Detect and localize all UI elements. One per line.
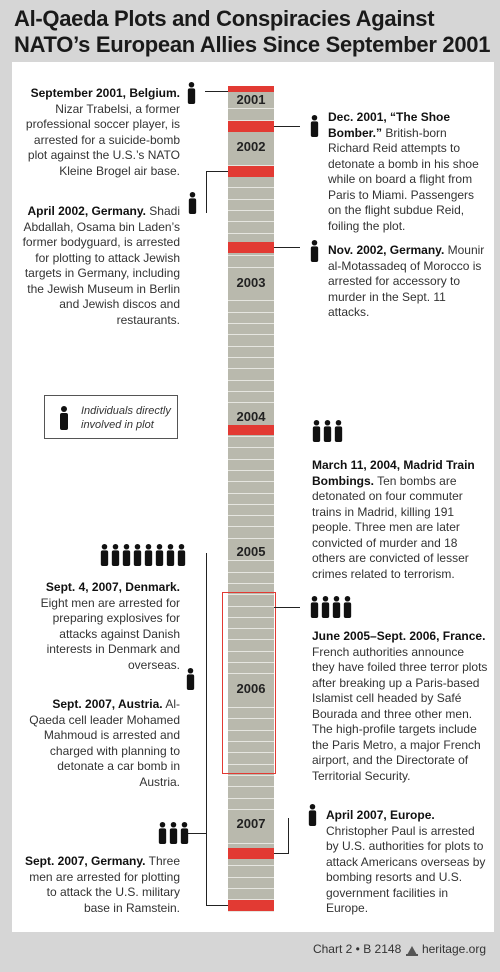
month-divider — [228, 798, 274, 799]
person-icon — [133, 544, 142, 566]
event-belgium — [20, 86, 180, 179]
event-body: Eight men are arrested for preparing explosives for attacks against Danish interests in Denmark and overseas. — [40, 595, 180, 672]
event-body: Mounir al-Motassadeq of Morocco is arrested for accessory to murder in the Sept. 11 attacks. — [328, 243, 485, 319]
year-label: 2002 — [228, 139, 274, 155]
site-url: heritage.org — [421, 942, 486, 956]
month-divider — [228, 267, 274, 268]
month-divider — [228, 481, 274, 482]
month-divider — [228, 108, 274, 109]
event-madrid — [312, 458, 482, 582]
event-body: Al-Qaeda cell leader Mohamed Mahmoud is arrested and charged with planning to detonate a car bomb in Austria. — [29, 697, 180, 789]
connector — [274, 126, 300, 127]
person-icon — [312, 420, 321, 442]
month-divider — [228, 572, 274, 573]
person-icon — [144, 544, 153, 566]
month-divider — [228, 775, 274, 776]
month-divider — [228, 538, 274, 539]
separator: • — [355, 942, 360, 956]
person-icon — [177, 544, 186, 566]
marker-apr2002 — [228, 166, 274, 177]
person-icon — [59, 406, 69, 430]
event-shoe-bomber — [328, 110, 488, 234]
heritage-bell-icon — [405, 944, 419, 956]
event-denmark — [20, 580, 180, 673]
event-body: Nizar Trabelsi, a former professional soccer player, is arrested for a suicide-bomb plot against the U.S.’s NATO Kleine Brogel air base. — [25, 101, 180, 178]
month-divider — [228, 221, 274, 222]
event-body: Ten bombs are detonated on four commuter trains in Madrid, killing 191 people. Three men are later convicted of murder and 18 others are convicted of lesser crimes related to terrorism. — [312, 473, 469, 581]
event-germany-2002 — [20, 204, 180, 328]
month-divider — [228, 334, 274, 335]
month-divider — [228, 877, 274, 878]
connector — [274, 247, 300, 248]
event-heading: June 2005–Sept. 2006, France. — [312, 629, 486, 643]
year-label: 2004 — [228, 409, 274, 425]
person-icon — [158, 822, 167, 844]
month-divider — [228, 402, 274, 403]
month-divider — [228, 560, 274, 561]
event-heading: Nov. 2002, Germany. — [328, 243, 445, 257]
year-label: 2006 — [228, 681, 274, 697]
person-icon — [332, 596, 341, 618]
marker-nov2002 — [228, 242, 274, 253]
event-heading: April 2002, Germany. — [27, 204, 146, 218]
month-divider — [228, 493, 274, 494]
marker-2004 — [228, 424, 274, 435]
footer — [313, 942, 486, 956]
person-icon — [186, 668, 195, 690]
event-heading: Dec. 2001, “The Shoe Bomber.” — [328, 110, 451, 140]
month-divider — [228, 526, 274, 527]
legend-box — [44, 395, 178, 439]
month-divider — [228, 187, 274, 188]
marker-apr2007 — [228, 848, 274, 859]
event-body: Shadi Abdallah, Osama bin Laden’s former bodyguard, is arrested for plotting to attack Jewish targets in Germany, including the Jewish Museum in Berlin and Jewish discos and restaurants. — [22, 204, 180, 327]
month-divider — [228, 323, 274, 324]
bulletin-number: B 2148 — [363, 942, 402, 956]
france-period-highlight — [222, 592, 276, 774]
month-divider — [228, 368, 274, 369]
month-divider — [228, 391, 274, 392]
event-france — [312, 629, 488, 784]
connector — [186, 833, 206, 834]
connector — [206, 553, 207, 906]
month-divider — [228, 786, 274, 787]
connector — [274, 607, 300, 608]
person-icon — [343, 596, 352, 618]
person-icon — [310, 240, 319, 262]
month-divider — [228, 380, 274, 381]
month-divider — [228, 515, 274, 516]
chart-label: Chart 2 — [312, 942, 353, 956]
year-label: 2007 — [228, 816, 274, 832]
month-divider — [228, 357, 274, 358]
event-nov-2002 — [328, 243, 488, 321]
event-body: French authorities announce they have foiled three terror plots after breaking up a Paris-based Islamist cell headed by Safé Bourada and three other men. The high-profile targets include the Paris Metro, a major French airport, and the Directorate of Territorial Security. — [312, 644, 488, 783]
connector — [206, 905, 228, 906]
month-divider — [228, 911, 274, 912]
month-divider — [228, 199, 274, 200]
event-heading: March 11, 2004, Madrid Train Bombings. — [312, 458, 475, 488]
month-divider — [228, 210, 274, 211]
event-heading: Sept. 2007, Austria. — [52, 697, 163, 711]
person-icon — [334, 420, 343, 442]
person-icon — [111, 544, 120, 566]
month-divider — [228, 504, 274, 505]
person-icon — [310, 115, 319, 137]
event-austria — [20, 697, 180, 790]
event-germany-2007 — [20, 854, 180, 916]
month-divider — [228, 583, 274, 584]
person-icon — [100, 544, 109, 566]
month-divider — [228, 470, 274, 471]
person-icon — [180, 822, 189, 844]
month-divider — [228, 312, 274, 313]
connector — [274, 853, 288, 854]
connector — [288, 818, 289, 854]
year-label: 2003 — [228, 275, 274, 291]
person-icon — [122, 544, 131, 566]
event-body: Christopher Paul is arrested by U.S. authorities for plots to attack Americans overseas by bombing resorts and U.S. government facilities in Europe. — [326, 823, 486, 915]
month-divider — [228, 255, 274, 256]
person-icon — [310, 596, 319, 618]
month-divider — [228, 809, 274, 810]
month-divider — [228, 346, 274, 347]
marker-dec2001 — [228, 121, 274, 132]
event-body: Three men are arrested for plotting to attack the U.S. military base in Ramstein. — [29, 854, 180, 915]
person-icon — [188, 192, 197, 214]
event-heading: April 2007, Europe. — [326, 808, 435, 822]
month-divider — [228, 459, 274, 460]
month-divider — [228, 436, 274, 437]
event-heading: Sept. 4, 2007, Denmark. — [45, 580, 180, 594]
month-divider — [228, 447, 274, 448]
event-europe — [326, 808, 488, 917]
person-icon — [169, 822, 178, 844]
event-heading: September 2001, Belgium. — [30, 86, 180, 100]
person-icon — [323, 420, 332, 442]
marker-sep2007 — [228, 900, 274, 911]
person-icon — [187, 82, 196, 104]
year-label: 2005 — [228, 544, 274, 560]
month-divider — [228, 865, 274, 866]
event-heading: Sept. 2007, Germany. — [25, 854, 146, 868]
event-body: British-born Richard Reid attempts to detonate a bomb in his shoe while on board a flight from Paris to Miami. Passengers on the flight subdue Reid, foiling the plot. — [328, 125, 479, 233]
connector — [206, 171, 207, 213]
month-divider — [228, 843, 274, 844]
person-icon — [155, 544, 164, 566]
month-divider — [228, 233, 274, 234]
month-divider — [228, 888, 274, 889]
person-icon — [166, 544, 175, 566]
month-divider — [228, 300, 274, 301]
connector — [206, 171, 228, 172]
person-icon — [308, 804, 317, 826]
page-title: Al-Qaeda Plots and Conspiracies Against NATO’s European Allies Since September 2001 — [14, 6, 491, 57]
connector — [205, 91, 228, 92]
person-icon — [321, 596, 330, 618]
legend-label: Individuals directly involved in plot — [81, 405, 171, 431]
year-label: 2001 — [228, 92, 274, 108]
